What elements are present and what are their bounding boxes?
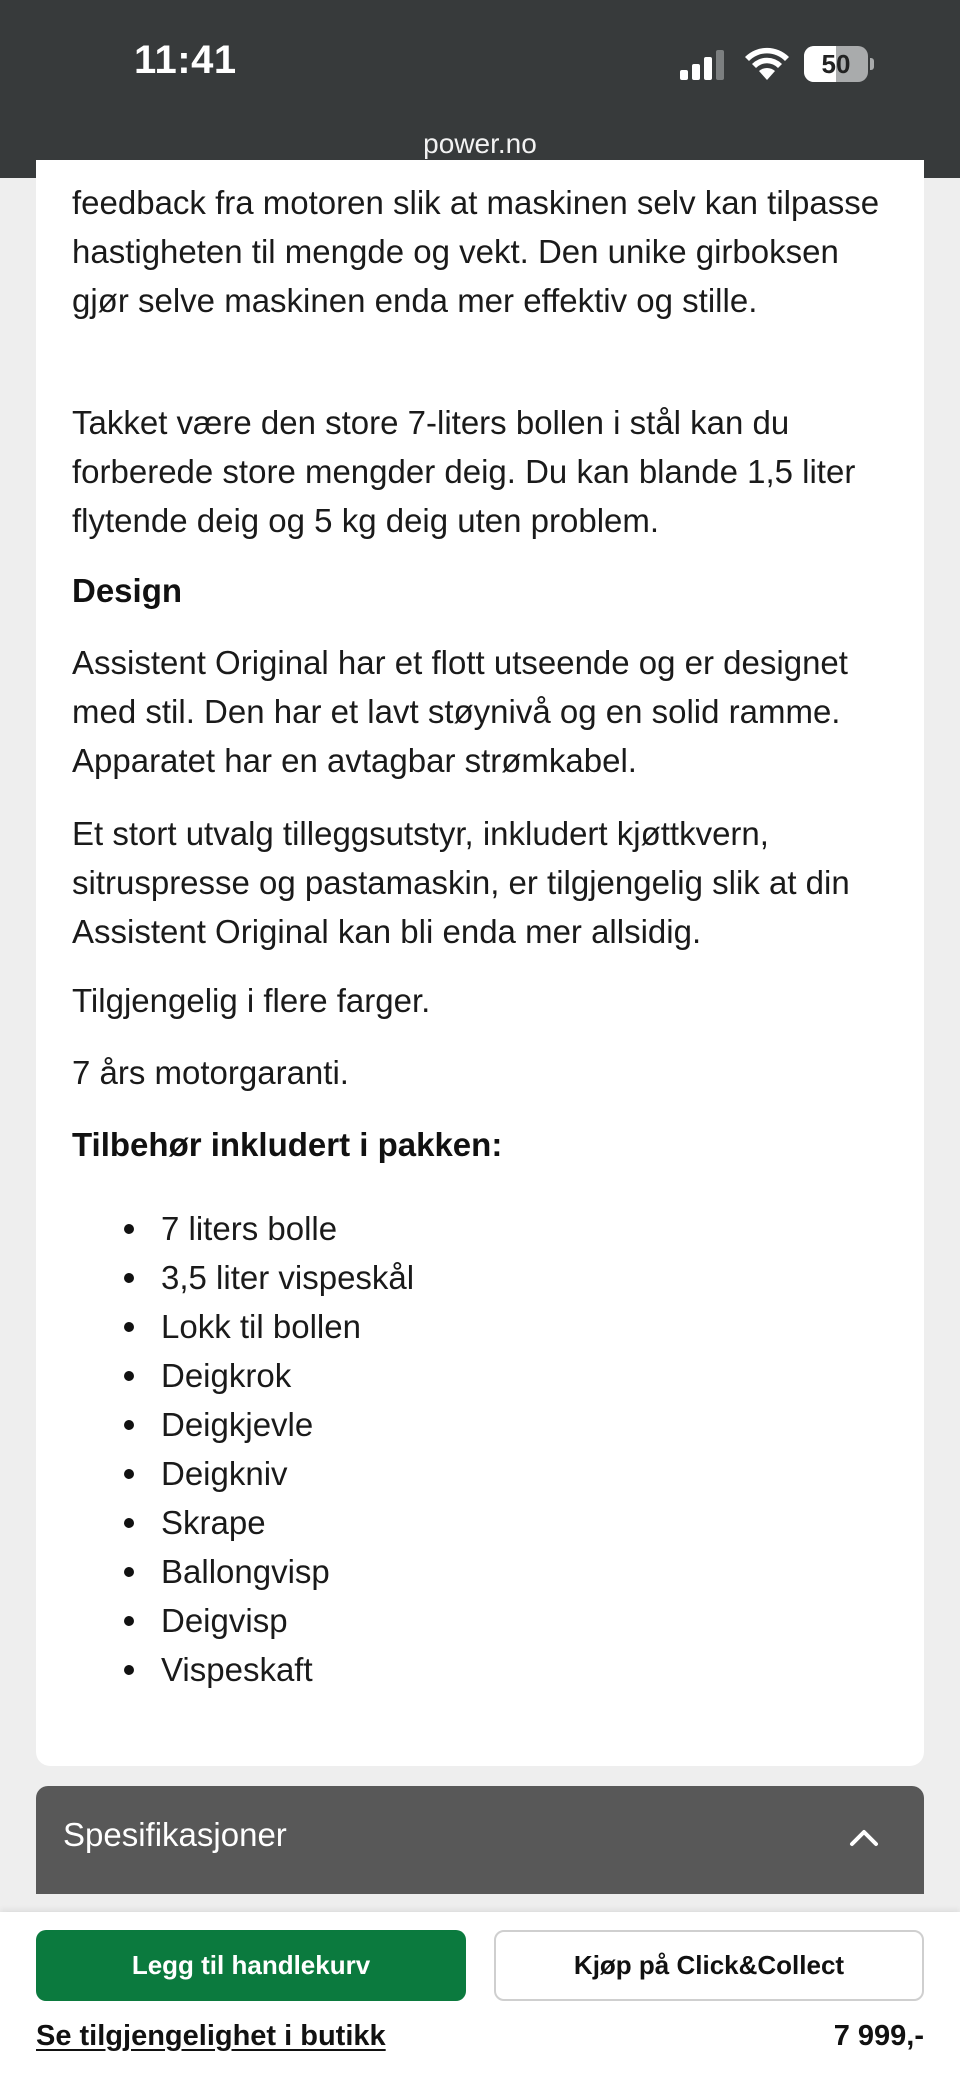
list-item: Deigvisp <box>72 1596 902 1645</box>
url-bar[interactable]: power.no <box>423 128 537 159</box>
list-item: Deigkjevle <box>72 1400 902 1449</box>
list-item: Ballongvisp <box>72 1547 902 1596</box>
list-item: 3,5 liter vispeskål <box>72 1253 902 1302</box>
price: 7 999,- <box>833 2020 924 2052</box>
store-availability-link[interactable]: Se tilgjengelighet i butikk <box>36 2020 386 2052</box>
accessories-list <box>72 1204 902 1694</box>
cellular-signal-icon <box>680 50 728 80</box>
description-paragraph: Takket være den store 7-liters bollen i stål kan du forberede store mengder deig. Du kan blande 1,5 liter flytende deig og 5 kg deig uten problem. <box>72 404 856 539</box>
list-item: Lokk til bollen <box>72 1302 902 1351</box>
design-heading: Design <box>72 572 183 609</box>
click-and-collect-button[interactable]: Kjøp på Click&Collect <box>494 1930 924 2001</box>
description-paragraph: Tilgjengelig i flere farger. <box>72 982 431 1019</box>
list-item: Deigkrok <box>72 1351 902 1400</box>
battery-icon <box>804 46 870 82</box>
description-paragraph: 7 års motorgaranti. <box>72 1054 349 1091</box>
chevron-up-icon[interactable] <box>848 1822 880 1854</box>
list-item: Skrape <box>72 1498 902 1547</box>
battery-level: 50 <box>821 49 851 79</box>
specifications-label: Spesifikasjoner <box>63 1816 287 1853</box>
accessories-heading: Tilbehør inkludert i pakken: <box>72 1126 503 1163</box>
list-item: Vispeskaft <box>72 1645 902 1694</box>
description-paragraph: Et stort utvalg tilleggsutstyr, inkludert kjøttkvern, sitruspresse og pastamaskin, er tilgjengelig slik at din Assistent Original kan bli enda mer allsidig. <box>72 815 850 950</box>
status-time: 11:41 <box>134 38 237 82</box>
add-to-cart-button[interactable]: Legg til handlekurv <box>36 1930 466 2001</box>
bottom-purchase-bar <box>0 1912 960 2081</box>
specifications-accordion[interactable] <box>36 1786 924 1894</box>
wifi-icon <box>744 46 790 80</box>
list-item: Deigkniv <box>72 1449 902 1498</box>
list-item: 7 liters bolle <box>72 1204 902 1253</box>
description-paragraph: feedback fra motoren slik at maskinen selv kan tilpasse hastigheten til mengde og vekt. Den unike girboksen gjør selve maskinen enda mer effektiv og stille. <box>72 184 880 319</box>
status-bar <box>0 0 960 178</box>
description-paragraph: Assistent Original har et flott utseende og er designet med stil. Den har et lavt støynivå og en solid ramme. Apparatet har en avtagbar strømkabel. <box>72 644 848 779</box>
